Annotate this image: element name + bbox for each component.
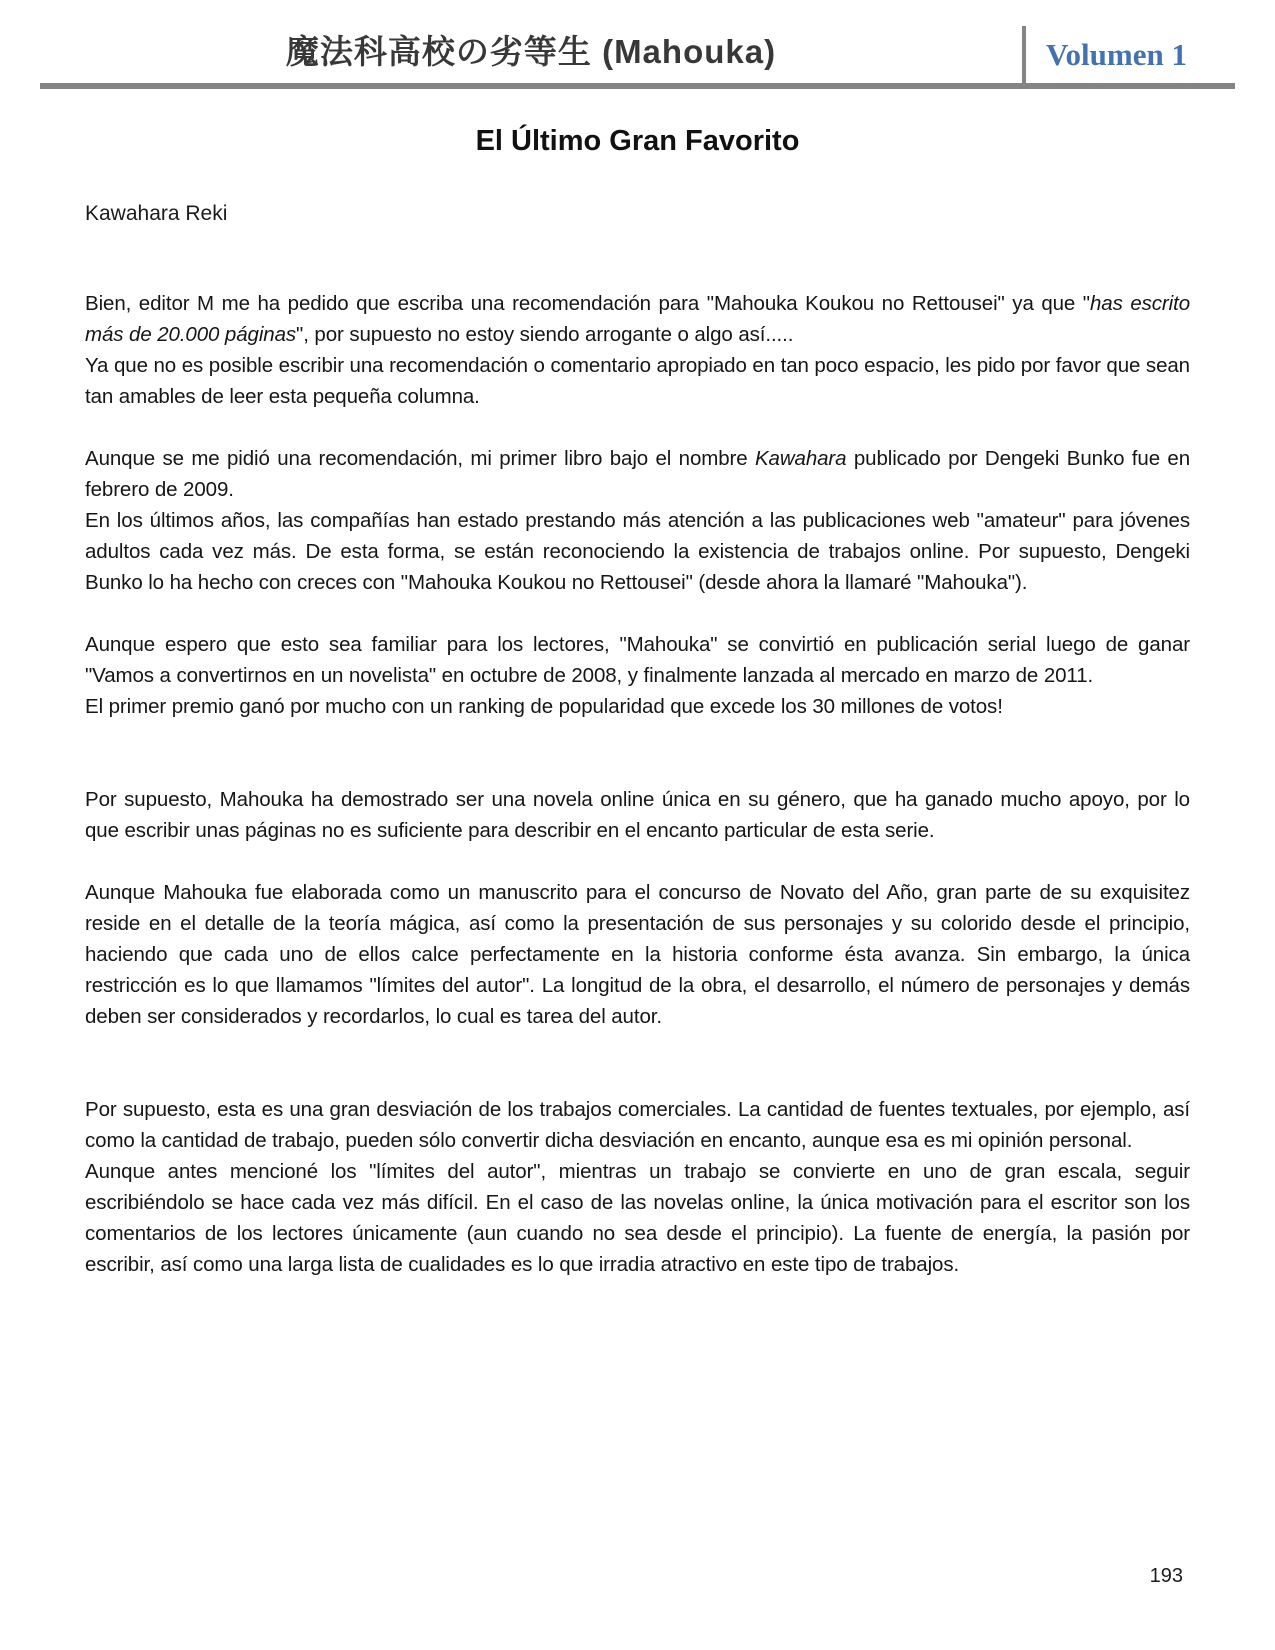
paragraph xyxy=(85,629,1190,722)
paragraph xyxy=(85,288,1190,412)
volume-label xyxy=(1022,26,1235,83)
text-run: Aunque espero que esto sea familiar para los lectores, "Mahouka" se convirtió en publicación serial luego de ganar "Vamos a convertirnos en un novelista" en octubre de 2008, y finalmente lanzada al mercado en marzo de 2011. xyxy=(85,633,1190,687)
page-header xyxy=(40,0,1235,89)
text-run: Aunque Mahouka fue elaborada como un manuscrito para el concurso de Novato del Año, gran parte de su exquisitez reside en el detalle de la teoría mágica, así como la presentación de sus personajes y su colorido desde el principio, haciendo que cada uno de ellos calce perfectamente en la historia conforme ésta avanza. Sin embargo, la única restricción es lo que llamamos "límites del autor". La longitud de la obra, el desarrollo, el número de personajes y demás deben ser considerados y recordarlos, lo cual es tarea del autor. xyxy=(85,881,1190,1028)
text-run: Bien, editor M me ha pedido que escriba una recomendación para "Mahouka Koukou no Rettousei" ya que " xyxy=(85,292,1090,315)
series-title: 魔法科高校の劣等生 (Mahouka) xyxy=(285,33,777,70)
text-run: En los últimos años, las compañías han estado prestando más atención a las publicaciones web "amateur" para jóvenes adultos cada vez más. De esta forma, se están reconociendo la existencia de trabajos online. Por supuesto, Dengeki Bunko lo ha hecho con creces con "Mahouka Koukou no Rettousei" (desde ahora la llamaré "Mahouka"). xyxy=(85,509,1190,594)
text-run: Aunque se me pidió una recomendación, mi primer libro bajo el nombre xyxy=(85,447,755,470)
article-title: El Último Gran Favorito xyxy=(475,125,800,157)
page-number: 193 xyxy=(1149,1565,1183,1587)
paragraph xyxy=(85,1094,1190,1280)
text-run: Por supuesto, Mahouka ha demostrado ser una novela online única en su género, que ha ganado mucho apoyo, por lo que escribir unas páginas no es suficiente para describir en el encanto particular de esta serie. xyxy=(85,788,1190,842)
text-run: ", por supuesto no estoy siendo arrogante o algo así..... xyxy=(296,323,794,346)
paragraph xyxy=(85,784,1190,846)
volume-label-text: Volumen 1 xyxy=(1046,37,1187,72)
paragraph xyxy=(85,877,1190,1032)
text-run-italic: has escrito más de 20.000 páginas xyxy=(85,292,1190,346)
author-name: Kawahara Reki xyxy=(85,202,228,225)
article-body xyxy=(85,288,1190,1280)
text-run: Por supuesto, esta es una gran desviación de los trabajos comerciales. La cantidad de fuentes textuales, por ejemplo, así como la cantidad de trabajo, pueden sólo convertir dicha desviación en encanto, aunque esa es mi opinión personal. xyxy=(85,1098,1190,1152)
text-run: Aunque antes mencioné los "límites del autor", mientras un trabajo se convierte en uno de gran escala, seguir escribiéndolo se hace cada vez más difícil. En el caso de las novelas online, la única motivación para el escritor son los comentarios de los lectores únicamente (aun cuando no sea desde el principio). La fuente de energía, la pasión por escribir, así como una larga lista de cualidades es lo que irradia atractivo en este tipo de trabajos. xyxy=(85,1160,1190,1276)
text-run: Ya que no es posible escribir una recomendación o comentario apropiado en tan poco espacio, les pido por favor que sean tan amables de leer esta pequeña columna. xyxy=(85,354,1190,408)
text-run: El primer premio ganó por mucho con un ranking de popularidad que excede los 30 millones de votos! xyxy=(85,695,1003,718)
text-run-italic: Kawahara xyxy=(754,447,847,470)
text-run: publicado por Dengeki Bunko fue en febrero de 2009. xyxy=(85,447,1190,501)
paragraph xyxy=(85,443,1190,598)
